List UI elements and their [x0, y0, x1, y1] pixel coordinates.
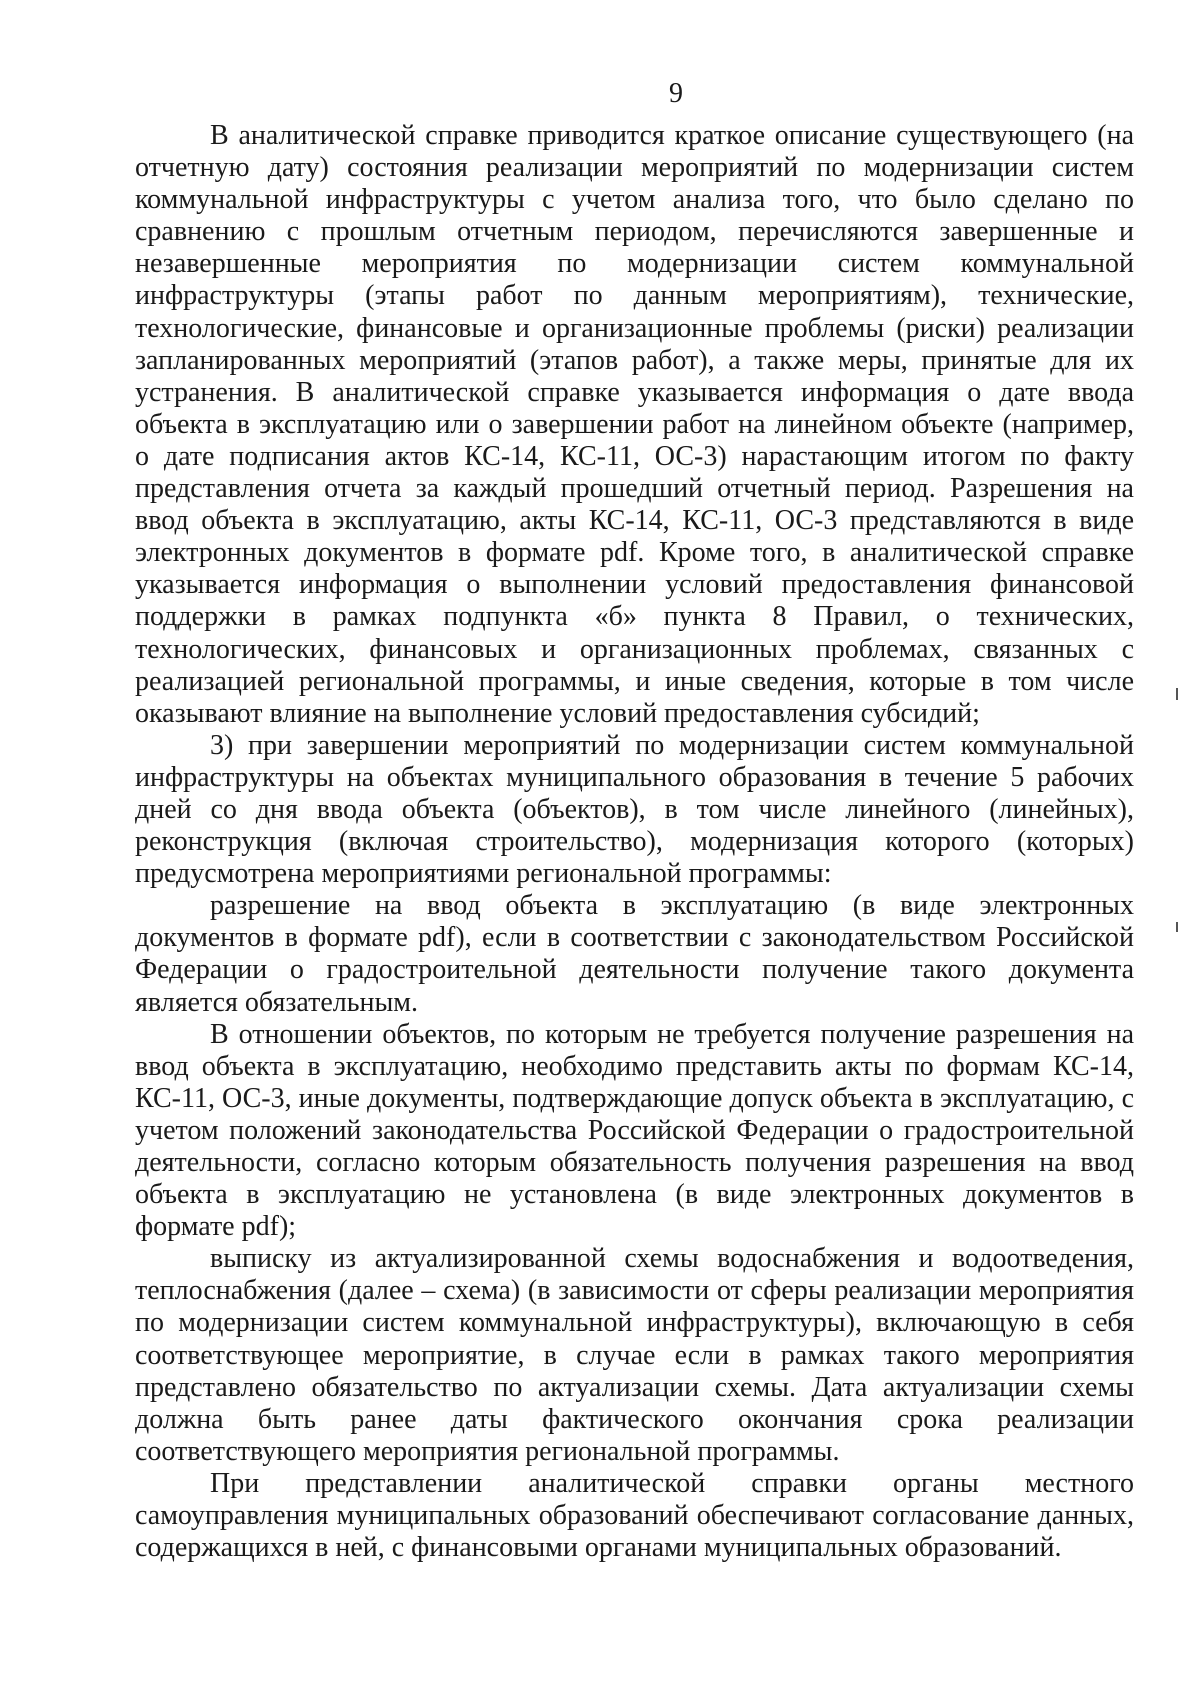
paragraph-scheme-extract: выписку из актуализированной схемы водоснабжения и водоотведения, теплоснабжения (далее – схема) (в зависимости от сферы реализации мероприятия по модернизации систем коммунальной инфраструктуры), включающую в себя соответствующее мероприятие, в случае если в рамках такого мероприятия представлено обязательство по актуализации схемы. Дата актуализации схемы должна быть ранее даты фактического окончания срока реализации соответствующего мероприятия региональной программы. [135, 1243, 1134, 1467]
paragraph-analytical-report: В аналитической справке приводится краткое описание существующего (на отчетную дату) состояния реализации мероприятий по модернизации систем коммунальной инфраструктуры с учетом анализа того, что было сделано по сравнению с прошлым отчетным периодом, перечисляются завершенные и незавершенные мероприятия по модернизации систем коммунальной инфраструктуры (этапы работ по данным мероприятиям), технические, технологические, финансовые и организационные проблемы (риски) реализации запланированных мероприятий (этапов работ), а также меры, принятые для их устранения. В аналитической справке указывается информация о дате ввода объекта в эксплуатацию или о завершении работ на линейном объекте (например, о дате подписания актов КС-14, КС-11, ОС-3) нарастающим итогом по факту представления отчета за каждый прошедший отчетный период. Разрешения на ввод объекта в эксплуатацию, акты КС-14, КС-11, ОС-3 представляются в виде электронных документов в формате pdf. Кроме того, в аналитической справке указывается информация о выполнении условий предоставления финансовой поддержки в рамках подпункта «б» пункта 8 Правил, о технических, технологических, финансовых и организационных проблемах, связанных с реализацией региональной программы, и иные сведения, которые в том числе оказывают влияние на выполнение условий предоставления субсидий; [135, 120, 1134, 729]
scan-margin-mark [1176, 688, 1178, 700]
paragraph-item-3: 3) при завершении мероприятий по модернизации систем коммунальной инфраструктуры на объектах муниципального образования в течение 5 рабочих дней со дня ввода объекта (объектов), в том числе линейного (линейных), реконструкция (включая строительство), модернизация которого (которых) предусмотрена мероприятиями региональной программы: [135, 729, 1134, 890]
page-number: 9 [669, 78, 683, 109]
paragraph-permit: разрешение на ввод объекта в эксплуатацию (в виде электронных документов в формате pdf), если в соответствии с законодательством Российской Федерации о градостроительной деятельности получение такого документа является обязательным. [135, 890, 1134, 1018]
paragraph-coordination: При представлении аналитической справки органы местного самоуправления муниципальных образований обеспечивают согласование данных, содержащихся в ней, с финансовыми органами муниципальных образований. [135, 1467, 1134, 1564]
document-body [135, 120, 1134, 1564]
scan-margin-mark [1176, 922, 1178, 932]
paragraph-objects-without-permit: В отношении объектов, по которым не требуется получение разрешения на ввод объекта в эксплуатацию, необходимо представить акты по формам КС-14, КС-11, ОС-3, иные документы, подтверждающие допуск объекта в эксплуатацию, с учетом положений законодательства Российской Федерации о градостроительной деятельности, согласно которым обязательность получения разрешения на ввод объекта в эксплуатацию не установлена (в виде электронных документов в формате pdf); [135, 1018, 1134, 1243]
